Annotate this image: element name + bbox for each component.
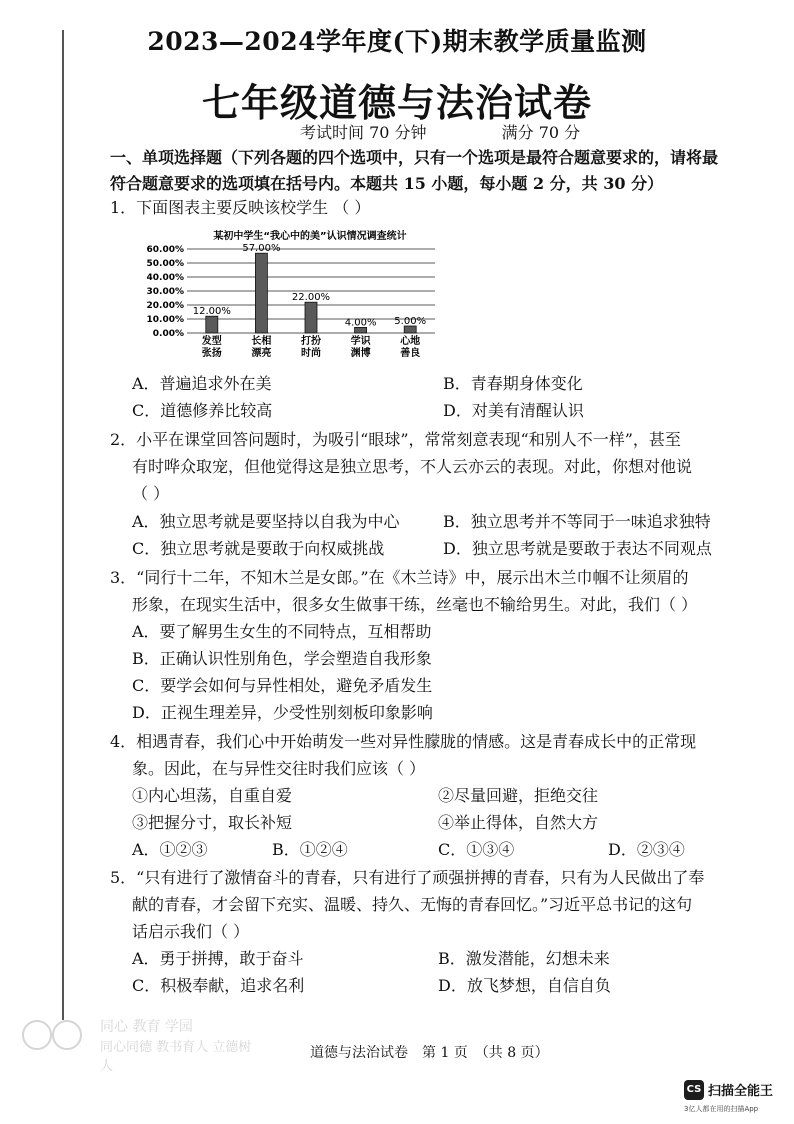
chart-x-tick-label: 时尚 <box>301 348 321 359</box>
q1-option-b: B．青春期身体变化 <box>443 374 583 393</box>
q4-option-c: C．①③④ <box>438 840 515 859</box>
stamp-text-1: 同心 教育 学园 <box>100 1019 193 1035</box>
chart-data-label: 57.00% <box>242 243 281 255</box>
q5-stem-line1: 5．“只有进行了激情奋斗的青春，只有进行了顽强拼搏的青春，只有为人民做出了奉 <box>110 868 705 887</box>
chart-data-label: 12.00% <box>192 306 231 318</box>
chart-y-ticks <box>147 245 185 339</box>
camscanner-logo-icon: CS <box>684 1080 704 1100</box>
chart-bar <box>404 326 416 333</box>
exam-meta <box>300 120 650 143</box>
q3-option-c: C．要学会如何与异性相处，避免矛盾发生 <box>132 676 433 695</box>
q1-option-c: C．道德修养比较高 <box>132 401 273 420</box>
q5-option-b: B．激发潜能，幻想未来 <box>438 949 610 968</box>
chart-x-ticks <box>201 334 420 359</box>
chart-x-tick-label: 发型 <box>201 336 222 347</box>
q5-stem-line2: 献的青春，才会留下充实、温暖、持久、无悔的青春回忆。”习近平总书记的这句 <box>132 895 693 914</box>
exam-title: 七年级道德与法治试卷 <box>201 80 592 125</box>
chart-y-tick-label: 60.00% <box>146 245 184 255</box>
chart-x-tick-label: 学识 <box>350 336 371 347</box>
q1-option-d: D．对美有清醒认识 <box>443 401 584 420</box>
q4-stem-line1: 4．相遇青春，我们心中开始萌发一些对异性朦胧的情感。这是青春成长中的正常现 <box>110 732 697 751</box>
stamp-text-2: 同心同德 教书育人 立德树人 <box>100 1040 252 1074</box>
chart-bar <box>206 316 218 333</box>
q5-option-d: D．放飞梦想，自信自负 <box>438 976 611 995</box>
q5-option-c: C．积极奉献，追求名利 <box>132 976 305 995</box>
q5-stem-line3: 话启示我们（ ） <box>132 922 250 941</box>
q2-stem-line2: 有时哗众取宠，但他觉得这是独立思考，不人云亦云的表现。对此，你想对他说 <box>132 457 693 476</box>
chart-y-tick-label: 40.00% <box>146 273 184 283</box>
binding-margin-line <box>62 30 64 1020</box>
q3-stem-line2: 形象，在现实生活中，很多女生做事干练，丝毫也不输给男生。对此，我们（ ） <box>132 595 698 614</box>
q4-option-a: A．①②③ <box>132 840 208 859</box>
scanner-tagline: 3亿人都在用的扫描App <box>684 1105 759 1113</box>
stamp-ring-icon <box>22 1020 52 1050</box>
q1-option-a: A．普遍追求外在美 <box>132 374 272 393</box>
q3-option-a: A．要了解男生女生的不同特点，互相帮助 <box>132 622 432 641</box>
chart-bar <box>305 302 317 333</box>
chart-x-tick-label: 长相 <box>251 336 272 347</box>
chart-y-tick-label: 50.00% <box>146 259 184 269</box>
q3-option-b: B．正确认识性别角色，学会塑造自我形象 <box>132 649 432 668</box>
chart-x-tick-label: 打扮 <box>301 336 321 347</box>
q4-stem-line2: 象。因此，在与异性交往时我们应该（ ） <box>132 759 426 778</box>
chart-x-tick-label: 张扬 <box>201 348 222 359</box>
q2-stem-line1: 2．小平在课堂回答问题时，为吸引“眼球”，常常刻意表现“和别人不一样”，甚至 <box>110 430 681 449</box>
q5-option-a: A．勇于拼搏，敢于奋斗 <box>132 949 304 968</box>
chart-data-label: 22.00% <box>291 292 331 304</box>
exam-header-year: 2023—2024学年度(下)期末教学质量监测 <box>147 27 647 56</box>
scanner-name: 扫描全能王 <box>708 1084 774 1099</box>
q2-option-a: A．独立思考就是要坚持以自我为中心 <box>132 512 400 531</box>
q1-stem: 1．下面图表主要反映该校学生 （ ） <box>110 198 371 217</box>
q2-option-b: B．独立思考并不等同于一味追求独特 <box>443 512 711 531</box>
page-footer: 道德与法治试卷 第 1 页 （共 8 页） <box>310 1045 549 1061</box>
q2-option-d: D．独立思考就是要敢于表达不同观点 <box>443 539 712 558</box>
q4-statement-1: ①内心坦荡，自重自爱 <box>132 786 293 805</box>
stamp-ring-icon <box>52 1020 82 1050</box>
chart-title: 某初中学生“我心中的美”认识情况调查统计 <box>213 231 407 242</box>
q3-option-d: D．正视生理差异，少受性别刻板印象影响 <box>132 703 433 722</box>
section-instructions-line2: 符合题意要求的选项填在括号内。本题共 15 小题，每小题 2 分，共 30 分） <box>110 174 664 193</box>
chart-x-tick-label: 善良 <box>400 348 421 359</box>
scanner-watermark <box>684 1078 784 1118</box>
survey-bar-chart <box>135 225 445 365</box>
chart-data-label: 4.00% <box>344 317 377 329</box>
exam-score: 满分 70 分 <box>501 123 581 142</box>
chart-bar <box>255 253 267 333</box>
chart-y-tick-label: 0.00% <box>152 329 184 339</box>
chart-y-tick-label: 30.00% <box>146 287 184 297</box>
section-instructions-line1: 一、单项选择题（下列各题的四个选项中，只有一个选项是最符合题意要求的，请将最 <box>110 148 719 167</box>
q3-stem-line1: 3．“同行十二年，不知木兰是女郎。”在《木兰诗》中，展示出木兰巾帼不让须眉的 <box>110 568 689 587</box>
q4-statement-2: ②尽量回避，拒绝交往 <box>438 786 599 805</box>
chart-y-tick-label: 20.00% <box>146 301 184 311</box>
exam-time: 考试时间 70 分钟 <box>300 123 427 142</box>
chart-x-tick-label: 渊博 <box>350 348 371 359</box>
chart-x-tick-label: 漂亮 <box>251 348 272 359</box>
q2-stem-line3: （ ） <box>132 484 170 503</box>
q4-option-b: B．①②④ <box>272 840 348 859</box>
q4-statement-4: ④举止得体，自然大方 <box>438 813 599 832</box>
faded-stamp <box>22 1012 262 1074</box>
chart-y-tick-label: 10.00% <box>146 315 184 325</box>
q2-option-c: C．独立思考就是要敢于向权威挑战 <box>132 539 385 558</box>
q4-option-d: D．②③④ <box>608 840 685 859</box>
chart-data-label: 5.00% <box>394 316 427 327</box>
chart-x-tick-label: 心地 <box>400 336 421 347</box>
q4-statement-3: ③把握分寸，取长补短 <box>132 813 293 832</box>
